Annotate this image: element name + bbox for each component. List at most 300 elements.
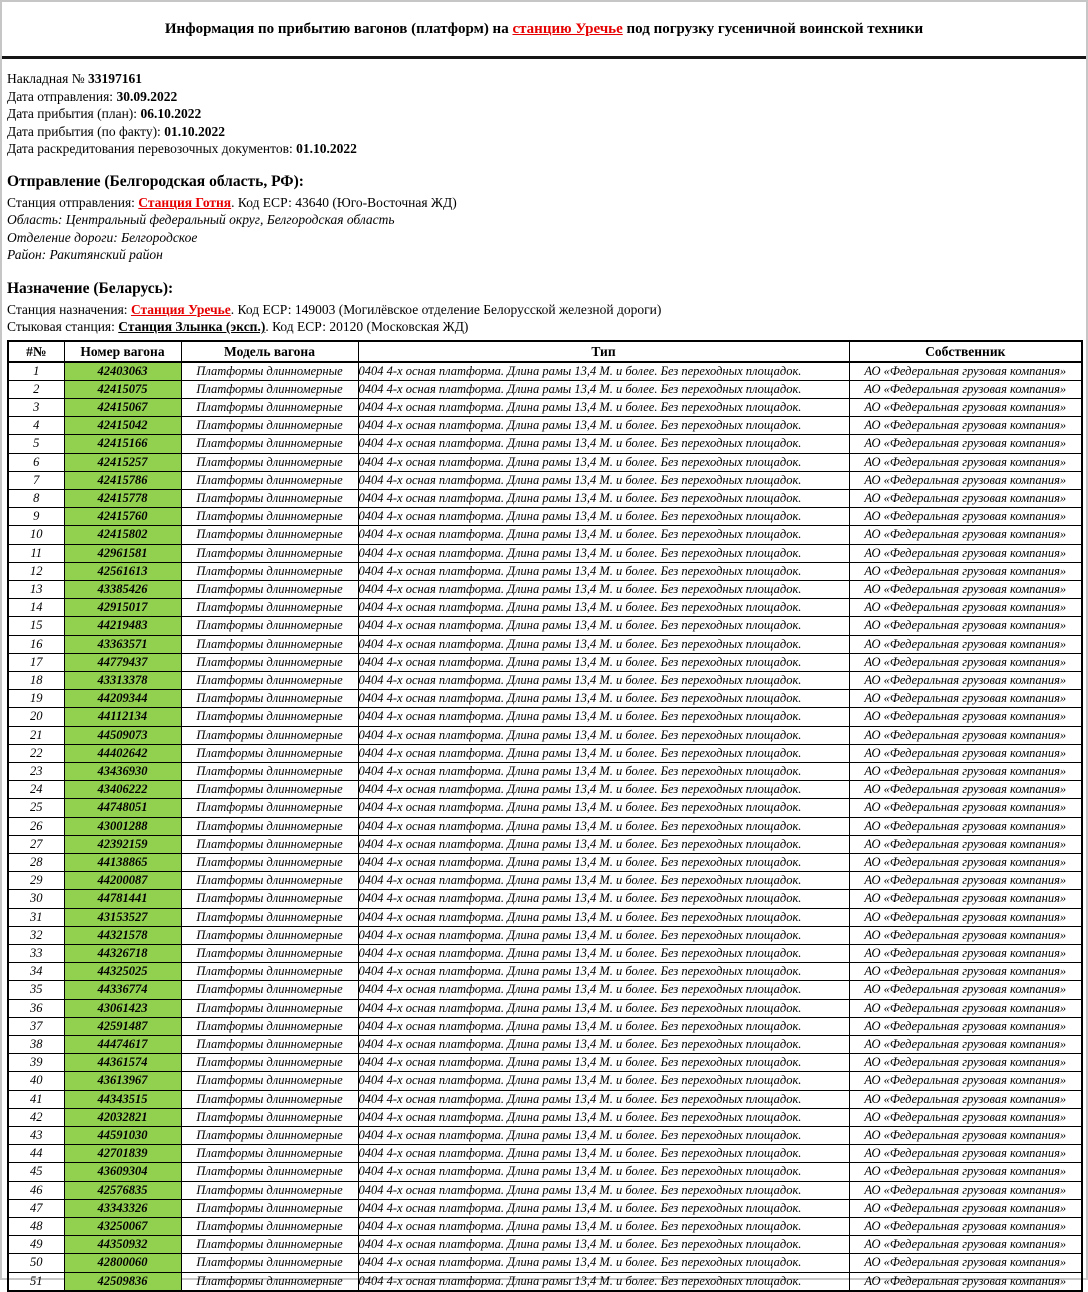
wagon-type: 0404 4-х осная платформа. Длина рамы 13,4 М. и более. Без переходных площадок. — [358, 380, 849, 398]
junction-station-label: Стыковая станция: — [7, 319, 119, 334]
table-row — [8, 1145, 1082, 1163]
wagon-owner: АО «Федеральная грузовая компания» — [849, 1054, 1082, 1072]
row-index: 16 — [8, 635, 64, 653]
wagon-type: 0404 4-х осная платформа. Длина рамы 13,4 М. и более. Без переходных площадок. — [358, 1127, 849, 1145]
wagon-number: 44209344 — [64, 690, 181, 708]
wagon-number: 44591030 — [64, 1127, 181, 1145]
table-row — [8, 1236, 1082, 1254]
row-index: 19 — [8, 690, 64, 708]
wagon-number: 43001288 — [64, 817, 181, 835]
wagon-model: Платформы длинномерные — [181, 762, 358, 780]
wagon-model: Платформы длинномерные — [181, 635, 358, 653]
wagon-type: 0404 4-х осная платформа. Длина рамы 13,4 М. и более. Без переходных площадок. — [358, 1145, 849, 1163]
row-index: 35 — [8, 981, 64, 999]
wagon-number: 42509836 — [64, 1272, 181, 1291]
table-row — [8, 1254, 1082, 1272]
wagon-model: Платформы длинномерные — [181, 398, 358, 416]
wagon-owner: АО «Федеральная грузовая компания» — [849, 1181, 1082, 1199]
wagon-number: 43385426 — [64, 580, 181, 598]
wagon-number: 42415042 — [64, 417, 181, 435]
wagon-type: 0404 4-х осная платформа. Длина рамы 13,4 М. и более. Без переходных площадок. — [358, 544, 849, 562]
actual-arrival-line — [7, 123, 1081, 141]
wagon-number: 43609304 — [64, 1163, 181, 1181]
wagon-model: Платформы длинномерные — [181, 1145, 358, 1163]
wagon-type: 0404 4-х осная платформа. Длина рамы 13,4 М. и более. Без переходных площадок. — [358, 435, 849, 453]
table-row — [8, 872, 1082, 890]
row-index: 47 — [8, 1199, 64, 1217]
wagon-owner: АО «Федеральная грузовая компания» — [849, 526, 1082, 544]
wagon-type: 0404 4-х осная платформа. Длина рамы 13,4 М. и более. Без переходных площадок. — [358, 726, 849, 744]
wagon-number: 42415067 — [64, 398, 181, 416]
wagon-number: 42403063 — [64, 362, 181, 381]
wagon-model: Платформы длинномерные — [181, 908, 358, 926]
wagon-owner: АО «Федеральная грузовая компания» — [849, 963, 1082, 981]
wagon-number: 44219483 — [64, 617, 181, 635]
wagon-model: Платформы длинномерные — [181, 599, 358, 617]
wagon-number: 42415786 — [64, 471, 181, 489]
wagon-number: 44361574 — [64, 1054, 181, 1072]
wagon-type: 0404 4-х осная платформа. Длина рамы 13,4 М. и более. Без переходных площадок. — [358, 417, 849, 435]
table-row — [8, 945, 1082, 963]
wagon-model: Платформы длинномерные — [181, 1272, 358, 1291]
wagon-owner: АО «Федеральная грузовая компания» — [849, 1236, 1082, 1254]
shipment-info-block — [7, 70, 1081, 158]
wagon-owner: АО «Федеральная грузовая компания» — [849, 1199, 1082, 1217]
wagon-type: 0404 4-х осная платформа. Длина рамы 13,4 М. и более. Без переходных площадок. — [358, 1163, 849, 1181]
table-row — [8, 690, 1082, 708]
wagon-owner: АО «Федеральная грузовая компания» — [849, 708, 1082, 726]
wagon-number: 43363571 — [64, 635, 181, 653]
table-row — [8, 999, 1082, 1017]
row-index: 1 — [8, 362, 64, 381]
wagon-type: 0404 4-х осная платформа. Длина рамы 13,4 М. и более. Без переходных площадок. — [358, 1254, 849, 1272]
wagon-model: Платформы длинномерные — [181, 963, 358, 981]
wagon-number: 44748051 — [64, 799, 181, 817]
wagon-model: Платформы длинномерные — [181, 890, 358, 908]
table-row — [8, 1054, 1082, 1072]
wagon-owner: АО «Федеральная грузовая компания» — [849, 635, 1082, 653]
wagon-number: 43406222 — [64, 781, 181, 799]
planned-arrival-value: 06.10.2022 — [140, 106, 202, 121]
wagon-number: 42961581 — [64, 544, 181, 562]
actual-arrival-value: 01.10.2022 — [164, 123, 225, 139]
header-wagon-type: Тип — [358, 341, 849, 362]
wagon-number: 42392159 — [64, 835, 181, 853]
wagon-owner: АО «Федеральная грузовая компания» — [849, 471, 1082, 489]
row-index: 11 — [8, 544, 64, 562]
wagon-type: 0404 4-х осная платформа. Длина рамы 13,4 М. и более. Без переходных площадок. — [358, 817, 849, 835]
table-row — [8, 1181, 1082, 1199]
wagon-model: Платформы длинномерные — [181, 580, 358, 598]
documents-release-value: 01.10.2022 — [296, 141, 357, 156]
row-index: 43 — [8, 1127, 64, 1145]
row-index: 5 — [8, 435, 64, 453]
wagon-number: 42800060 — [64, 1254, 181, 1272]
table-row — [8, 1218, 1082, 1236]
wagon-number: 43313378 — [64, 671, 181, 689]
departure-station-link[interactable]: Станция Готня — [138, 194, 232, 210]
title-prefix: Информация по прибытию вагонов (платформ) на — [164, 21, 513, 37]
wagon-type: 0404 4-х осная платформа. Длина рамы 13,4 М. и более. Без переходных площадок. — [358, 999, 849, 1017]
table-row — [8, 890, 1082, 908]
junction-station-line — [7, 318, 1081, 336]
table-row — [8, 508, 1082, 526]
wagon-number: 44781441 — [64, 890, 181, 908]
row-index: 51 — [8, 1272, 64, 1291]
table-row — [8, 453, 1082, 471]
waybill-value: 33197161 — [87, 71, 142, 86]
table-row — [8, 1163, 1082, 1181]
wagon-model: Платформы длинномерные — [181, 489, 358, 507]
wagon-owner: АО «Федеральная грузовая компания» — [849, 562, 1082, 580]
wagon-model: Платформы длинномерные — [181, 799, 358, 817]
table-row — [8, 1127, 1082, 1145]
table-row — [8, 562, 1082, 580]
departure-date-value: 30.09.2022 — [116, 88, 178, 104]
row-index: 7 — [8, 471, 64, 489]
row-index: 6 — [8, 453, 64, 471]
wagon-model: Платформы длинномерные — [181, 1181, 358, 1199]
table-row — [8, 1199, 1082, 1217]
wagon-owner: АО «Федеральная грузовая компания» — [849, 417, 1082, 435]
wagon-number: 44138865 — [64, 853, 181, 871]
wagon-type: 0404 4-х осная платформа. Длина рамы 13,4 М. и более. Без переходных площадок. — [358, 945, 849, 963]
wagon-type: 0404 4-х осная платформа. Длина рамы 13,4 М. и более. Без переходных площадок. — [358, 926, 849, 944]
wagon-type: 0404 4-х осная платформа. Длина рамы 13,4 М. и более. Без переходных площадок. — [358, 835, 849, 853]
wagon-type: 0404 4-х осная платформа. Длина рамы 13,4 М. и более. Без переходных площадок. — [358, 1108, 849, 1126]
wagon-number: 43436930 — [64, 762, 181, 780]
table-row — [8, 926, 1082, 944]
header-wagon-model: Модель вагона — [181, 341, 358, 362]
wagon-owner: АО «Федеральная грузовая компания» — [849, 508, 1082, 526]
destination-heading: Назначение (Беларусь): — [7, 279, 174, 297]
row-index: 44 — [8, 1145, 64, 1163]
row-index: 36 — [8, 999, 64, 1017]
wagon-owner: АО «Федеральная грузовая компания» — [849, 1017, 1082, 1035]
wagon-owner: АО «Федеральная грузовая компания» — [849, 981, 1082, 999]
planned-arrival-label: Дата прибытия (план): — [7, 106, 141, 121]
wagon-type: 0404 4-х осная платформа. Длина рамы 13,4 М. и более. Без переходных площадок. — [358, 526, 849, 544]
wagon-owner: АО «Федеральная грузовая компания» — [849, 1072, 1082, 1090]
wagon-model: Платформы длинномерные — [181, 1236, 358, 1254]
wagon-owner: АО «Федеральная грузовая компания» — [849, 1127, 1082, 1145]
row-index: 41 — [8, 1090, 64, 1108]
destination-station-link[interactable]: Станция Уречье — [130, 301, 231, 317]
wagon-owner: АО «Федеральная грузовая компания» — [849, 544, 1082, 562]
departure-date-line — [7, 88, 1081, 106]
title-station-link[interactable]: станцию Уречье — [512, 21, 623, 37]
table-row — [8, 1017, 1082, 1035]
table-row — [8, 380, 1082, 398]
wagon-owner: АО «Федеральная грузовая компания» — [849, 872, 1082, 890]
wagon-model: Платформы длинномерные — [181, 1090, 358, 1108]
wagon-model: Платформы длинномерные — [181, 417, 358, 435]
wagon-number: 43250067 — [64, 1218, 181, 1236]
wagon-owner: АО «Федеральная грузовая компания» — [849, 617, 1082, 635]
actual-arrival-label: Дата прибытия (по факту): — [7, 123, 165, 139]
table-row — [8, 417, 1082, 435]
table-row — [8, 726, 1082, 744]
wagon-type: 0404 4-х осная платформа. Длина рамы 13,4 М. и более. Без переходных площадок. — [358, 1218, 849, 1236]
wagon-owner: АО «Федеральная грузовая компания» — [849, 762, 1082, 780]
wagon-type: 0404 4-х осная платформа. Длина рамы 13,4 М. и более. Без переходных площадок. — [358, 872, 849, 890]
row-index: 2 — [8, 380, 64, 398]
wagon-model: Платформы длинномерные — [181, 508, 358, 526]
wagon-type: 0404 4-х осная платформа. Длина рамы 13,4 М. и более. Без переходных площадок. — [358, 908, 849, 926]
wagon-type: 0404 4-х осная платформа. Длина рамы 13,4 М. и более. Без переходных площадок. — [358, 1236, 849, 1254]
planned-arrival-line — [7, 105, 1081, 123]
row-index: 8 — [8, 489, 64, 507]
wagon-model: Платформы длинномерные — [181, 617, 358, 635]
table-row — [8, 617, 1082, 635]
wagon-owner: АО «Федеральная грузовая компания» — [849, 599, 1082, 617]
wagon-number: 42415075 — [64, 380, 181, 398]
documents-release-line — [7, 140, 1081, 158]
title-suffix: под погрузку гусеничной воинской техники — [622, 21, 924, 37]
row-index: 20 — [8, 708, 64, 726]
wagon-model: Платформы длинномерные — [181, 872, 358, 890]
wagon-owner: АО «Федеральная грузовая компания» — [849, 1163, 1082, 1181]
table-row — [8, 1108, 1082, 1126]
wagon-model: Платформы длинномерные — [181, 999, 358, 1017]
wagon-type: 0404 4-х осная платформа. Длина рамы 13,4 М. и более. Без переходных площадок. — [358, 890, 849, 908]
junction-station-link[interactable]: Станция Злынка (эксп.) — [118, 319, 266, 334]
row-index: 31 — [8, 908, 64, 926]
wagon-owner: АО «Федеральная грузовая компания» — [849, 908, 1082, 926]
wagon-owner: АО «Федеральная грузовая компания» — [849, 671, 1082, 689]
row-index: 37 — [8, 1017, 64, 1035]
wagon-model: Платформы длинномерные — [181, 526, 358, 544]
wagon-owner: АО «Федеральная грузовая компания» — [849, 799, 1082, 817]
departure-district-line: Район: Ракитянский район — [7, 247, 163, 262]
wagon-owner: АО «Федеральная грузовая компания» — [849, 726, 1082, 744]
row-index: 23 — [8, 762, 64, 780]
row-index: 4 — [8, 417, 64, 435]
wagon-number: 44402642 — [64, 744, 181, 762]
wagon-model: Платформы длинномерные — [181, 1199, 358, 1217]
row-index: 26 — [8, 817, 64, 835]
table-row — [8, 580, 1082, 598]
table-row — [8, 671, 1082, 689]
wagon-type: 0404 4-х осная платформа. Длина рамы 13,4 М. и более. Без переходных площадок. — [358, 580, 849, 598]
table-row — [8, 362, 1082, 381]
wagon-model: Платформы длинномерные — [181, 835, 358, 853]
destination-station-line — [7, 301, 1081, 319]
wagon-number: 42576835 — [64, 1181, 181, 1199]
wagon-model: Платформы длинномерные — [181, 380, 358, 398]
row-index: 38 — [8, 1036, 64, 1054]
table-row — [8, 1072, 1082, 1090]
row-index: 24 — [8, 781, 64, 799]
row-index: 15 — [8, 617, 64, 635]
wagon-model: Платформы длинномерные — [181, 1127, 358, 1145]
row-index: 3 — [8, 398, 64, 416]
junction-station-rest: . Код ЕСР: 20120 (Московская ЖД) — [265, 319, 469, 334]
row-index: 45 — [8, 1163, 64, 1181]
wagon-owner: АО «Федеральная грузовая компания» — [849, 926, 1082, 944]
wagon-owner: АО «Федеральная грузовая компания» — [849, 744, 1082, 762]
wagon-number: 44325025 — [64, 963, 181, 981]
table-row — [8, 635, 1082, 653]
wagon-owner: АО «Федеральная грузовая компания» — [849, 945, 1082, 963]
wagon-type: 0404 4-х осная платформа. Длина рамы 13,4 М. и более. Без переходных площадок. — [358, 1199, 849, 1217]
wagon-number: 44343515 — [64, 1090, 181, 1108]
table-row — [8, 781, 1082, 799]
wagon-owner: АО «Федеральная грузовая компания» — [849, 1272, 1082, 1291]
wagon-owner: АО «Федеральная грузовая компания» — [849, 835, 1082, 853]
table-row — [8, 981, 1082, 999]
wagon-model: Платформы длинномерные — [181, 945, 358, 963]
wagon-number: 43343326 — [64, 1199, 181, 1217]
wagon-model: Платформы длинномерные — [181, 853, 358, 871]
row-index: 28 — [8, 853, 64, 871]
row-index: 17 — [8, 653, 64, 671]
wagon-owner: АО «Федеральная грузовая компания» — [849, 435, 1082, 453]
wagon-type: 0404 4-х осная платформа. Длина рамы 13,4 М. и более. Без переходных площадок. — [358, 398, 849, 416]
documents-release-label: Дата раскредитования перевозочных документов: — [7, 141, 297, 156]
wagon-type: 0404 4-х осная платформа. Длина рамы 13,4 М. и более. Без переходных площадок. — [358, 1036, 849, 1054]
wagon-model: Платформы длинномерные — [181, 653, 358, 671]
row-index: 34 — [8, 963, 64, 981]
waybill-number-line — [7, 70, 1081, 88]
wagon-number: 43061423 — [64, 999, 181, 1017]
table-row — [8, 963, 1082, 981]
wagon-type: 0404 4-х осная платформа. Длина рамы 13,4 М. и более. Без переходных площадок. — [358, 963, 849, 981]
wagon-model: Платформы длинномерные — [181, 362, 358, 381]
table-row — [8, 1272, 1082, 1291]
row-index: 10 — [8, 526, 64, 544]
wagon-type: 0404 4-х осная платформа. Длина рамы 13,4 М. и более. Без переходных площадок. — [358, 1072, 849, 1090]
wagon-model: Платформы длинномерные — [181, 744, 358, 762]
row-index: 12 — [8, 562, 64, 580]
wagon-model: Платформы длинномерные — [181, 1017, 358, 1035]
wagon-number: 42415778 — [64, 489, 181, 507]
departure-station-line — [7, 194, 1081, 212]
wagon-model: Платформы длинномерные — [181, 781, 358, 799]
wagon-type: 0404 4-х осная платформа. Длина рамы 13,4 М. и более. Без переходных площадок. — [358, 744, 849, 762]
table-row — [8, 489, 1082, 507]
wagon-model: Платформы длинномерные — [181, 544, 358, 562]
wagon-owner: АО «Федеральная грузовая компания» — [849, 890, 1082, 908]
table-row — [8, 1036, 1082, 1054]
wagon-model: Платформы длинномерные — [181, 1054, 358, 1072]
wagon-type: 0404 4-х осная платформа. Длина рамы 13,4 М. и более. Без переходных площадок. — [358, 1054, 849, 1072]
row-index: 30 — [8, 890, 64, 908]
wagon-model: Платформы длинномерные — [181, 435, 358, 453]
wagon-owner: АО «Федеральная грузовая компания» — [849, 1145, 1082, 1163]
wagon-number: 42561613 — [64, 562, 181, 580]
table-row — [8, 1090, 1082, 1108]
table-row — [8, 853, 1082, 871]
row-index: 49 — [8, 1236, 64, 1254]
wagon-number: 42915017 — [64, 599, 181, 617]
wagon-number: 43153527 — [64, 908, 181, 926]
wagon-model: Платформы длинномерные — [181, 1072, 358, 1090]
wagon-type: 0404 4-х осная платформа. Длина рамы 13,4 М. и более. Без переходных площадок. — [358, 799, 849, 817]
title-block — [2, 2, 1086, 59]
row-index: 40 — [8, 1072, 64, 1090]
destination-section — [7, 280, 1081, 336]
table-row — [8, 526, 1082, 544]
wagon-number: 44474617 — [64, 1036, 181, 1054]
wagon-owner: АО «Федеральная грузовая компания» — [849, 999, 1082, 1017]
row-index: 39 — [8, 1054, 64, 1072]
wagon-table — [7, 340, 1083, 1292]
wagon-number: 44779437 — [64, 653, 181, 671]
waybill-label: Накладная № — [7, 71, 88, 86]
wagon-type: 0404 4-х осная платформа. Длина рамы 13,4 М. и более. Без переходных площадок. — [358, 690, 849, 708]
wagon-owner: АО «Федеральная грузовая компания» — [849, 489, 1082, 507]
wagon-type: 0404 4-х осная платформа. Длина рамы 13,4 М. и более. Без переходных площадок. — [358, 508, 849, 526]
wagon-model: Платформы длинномерные — [181, 817, 358, 835]
row-index: 14 — [8, 599, 64, 617]
wagon-owner: АО «Федеральная грузовая компания» — [849, 1254, 1082, 1272]
departure-region-line: Область: Центральный федеральный округ, Белгородская область — [7, 212, 395, 227]
wagon-model: Платформы длинномерные — [181, 726, 358, 744]
wagon-type: 0404 4-х осная платформа. Длина рамы 13,4 М. и более. Без переходных площадок. — [358, 708, 849, 726]
row-index: 18 — [8, 671, 64, 689]
row-index: 27 — [8, 835, 64, 853]
table-row — [8, 708, 1082, 726]
wagon-owner: АО «Федеральная грузовая компания» — [849, 580, 1082, 598]
table-row — [8, 544, 1082, 562]
wagon-number: 42032821 — [64, 1108, 181, 1126]
wagon-owner: АО «Федеральная грузовая компания» — [849, 1090, 1082, 1108]
wagon-type: 0404 4-х осная платформа. Длина рамы 13,4 М. и более. Без переходных площадок. — [358, 562, 849, 580]
wagon-model: Платформы длинномерные — [181, 926, 358, 944]
wagon-type: 0404 4-х осная платформа. Длина рамы 13,4 М. и более. Без переходных площадок. — [358, 781, 849, 799]
wagon-number: 44509073 — [64, 726, 181, 744]
wagon-model: Платформы длинномерные — [181, 453, 358, 471]
table-row — [8, 599, 1082, 617]
wagon-owner: АО «Федеральная грузовая компания» — [849, 380, 1082, 398]
wagon-number: 42701839 — [64, 1145, 181, 1163]
wagon-number: 42415166 — [64, 435, 181, 453]
wagon-model: Платформы длинномерные — [181, 1218, 358, 1236]
wagon-model: Платформы длинномерные — [181, 1163, 358, 1181]
wagon-number: 44326718 — [64, 945, 181, 963]
wagon-type: 0404 4-х осная платформа. Длина рамы 13,4 М. и более. Без переходных площадок. — [358, 471, 849, 489]
row-index: 13 — [8, 580, 64, 598]
wagon-number: 42415257 — [64, 453, 181, 471]
wagon-model: Платформы длинномерные — [181, 690, 358, 708]
wagon-number: 43613967 — [64, 1072, 181, 1090]
wagon-model: Платформы длинномерные — [181, 671, 358, 689]
wagon-model: Платформы длинномерные — [181, 1036, 358, 1054]
row-index: 48 — [8, 1218, 64, 1236]
wagon-owner: АО «Федеральная грузовая компания» — [849, 853, 1082, 871]
table-row — [8, 744, 1082, 762]
wagon-model: Платформы длинномерные — [181, 1254, 358, 1272]
wagon-model: Платформы длинномерные — [181, 708, 358, 726]
row-index: 42 — [8, 1108, 64, 1126]
departure-station-rest: . Код ЕСР: 43640 (Юго-Восточная ЖД) — [231, 194, 457, 210]
wagon-number: 42415760 — [64, 508, 181, 526]
wagon-number: 44112134 — [64, 708, 181, 726]
wagon-model: Платформы длинномерные — [181, 471, 358, 489]
wagon-owner: АО «Федеральная грузовая компания» — [849, 398, 1082, 416]
wagon-owner: АО «Федеральная грузовая компания» — [849, 1108, 1082, 1126]
wagon-type: 0404 4-х осная платформа. Длина рамы 13,4 М. и более. Без переходных площадок. — [358, 635, 849, 653]
table-row — [8, 435, 1082, 453]
wagon-number: 42591487 — [64, 1017, 181, 1035]
wagon-owner: АО «Федеральная грузовая компания» — [849, 690, 1082, 708]
row-index: 32 — [8, 926, 64, 944]
wagon-number: 44200087 — [64, 872, 181, 890]
departure-division-line: Отделение дороги: Белгородское — [7, 229, 198, 245]
wagon-number: 42415802 — [64, 526, 181, 544]
header-wagon-number: Номер вагона — [64, 341, 181, 362]
